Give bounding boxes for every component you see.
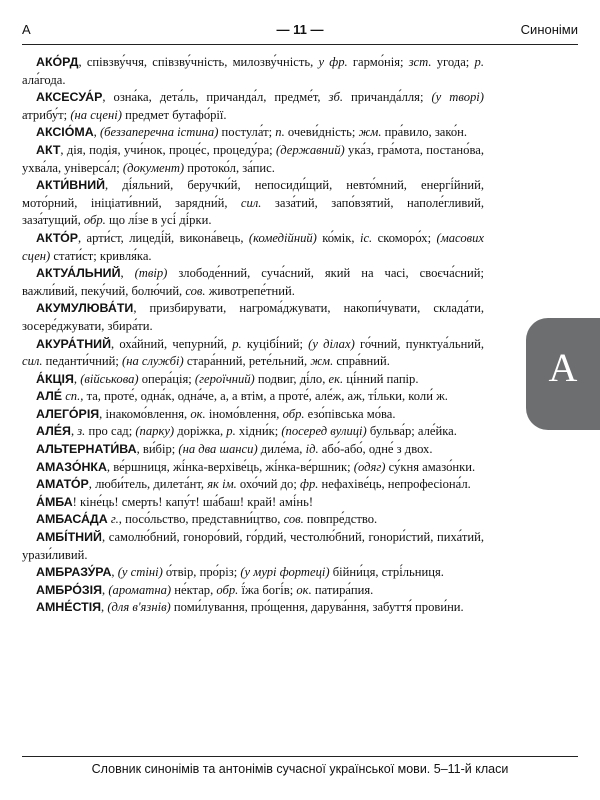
entry-note: (парку): [135, 424, 175, 439]
entry-text: ,: [73, 371, 81, 386]
footer-rule: [22, 756, 578, 757]
entry-note: (посеред вулиці): [281, 424, 367, 439]
dictionary-entry: [22, 336, 484, 371]
entry-note: ек.: [328, 371, 344, 386]
dictionary-entry: [22, 177, 484, 230]
entry-text: животрепе́тний.: [205, 283, 295, 298]
entry-text: ,: [93, 125, 100, 140]
dictionary-entry: [22, 459, 484, 477]
entry-note: обр.: [282, 406, 305, 421]
entry-note: (у мурі фортеці): [240, 565, 330, 580]
entry-note: обр.: [83, 213, 106, 228]
entry-note: (на сцені): [70, 107, 122, 122]
entry-note: (військова): [80, 371, 139, 386]
dictionary-entry: [22, 300, 484, 335]
entry-text: , ді́яльний, беручки́й, непосиди́щий, невто́мний, енергі́йний, мото́рний, ініціати́вний, зарядни́й,: [22, 178, 484, 210]
entry-text: або́-або́, одне́ з двох.: [318, 442, 433, 457]
entry-note: сил.: [22, 354, 43, 369]
entry-note: (для в'язнів): [107, 600, 171, 615]
dictionary-entry: [22, 54, 484, 89]
entry-note: (одяг): [353, 459, 386, 474]
entry-text: скоморо́х;: [372, 230, 437, 245]
entry-text: , арти́ст, лицеді́й, викона́вець,: [77, 230, 249, 245]
entry-text: , дія, подія, учи́нок, проце́с, процеду́ра;: [60, 142, 277, 157]
alphabet-tab-letter: А: [548, 345, 578, 390]
entry-note: (комедійний): [248, 230, 317, 245]
dictionary-entry: [22, 371, 484, 389]
entry-text: , люби́тель, дилета́нт,: [88, 477, 208, 492]
entry-note: п.: [275, 125, 285, 140]
section-title: Синоніми: [520, 22, 578, 37]
entry-note: у фр.: [318, 55, 348, 69]
dictionary-entry: [22, 230, 484, 265]
entry-text: , ве́ршниця, жі́нка-верхіве́ць, жі́нка-ве́ршник;: [106, 459, 354, 474]
entry-note: г.: [110, 512, 119, 527]
entry-headword: АКТУА́ЛЬНИЙ: [36, 266, 121, 281]
entry-note: р.: [232, 336, 242, 351]
entry-text: го́чний, пунктуа́льний,: [354, 336, 484, 351]
dictionary-entry: [22, 89, 484, 124]
entry-note: іс.: [359, 230, 373, 245]
entry-text: хідни́к;: [235, 424, 282, 439]
entry-text: очеви́дність;: [284, 125, 359, 140]
dictionary-entries: [22, 54, 484, 617]
entry-headword: А́КЦІЯ: [36, 371, 74, 386]
entry-text: патира́пия.: [311, 582, 374, 597]
entry-headword: АМАТО́Р: [36, 477, 89, 492]
entry-text: стати́ст; кривля́ка.: [50, 248, 152, 263]
entry-text: , самолю́бний, гоноро́вий, го́рдий, честолю́бний, гонори́стий, пиха́тий, урази́ливий.: [22, 530, 484, 562]
entry-text: ,: [120, 266, 135, 281]
entry-headword: АМАЗО́НКА: [36, 459, 107, 474]
entry-note: сов.: [283, 512, 304, 527]
entry-text: , інакомо́влення,: [99, 406, 191, 421]
header-rule: [22, 44, 578, 45]
dictionary-entry: [22, 511, 484, 529]
entry-text: ука́з, гра́мота, постано́ва, ухва́ла, універса́л;: [22, 142, 484, 175]
entry-text: ,: [111, 565, 118, 580]
entry-note: з.: [77, 424, 86, 439]
dictionary-entry: [22, 388, 484, 406]
entry-note: (беззаперечна істина): [99, 125, 219, 140]
entry-note: (на службі): [122, 354, 184, 369]
entry-text: заза́тий, запо́взятий, наполе́гливий, заза́тущий,: [22, 195, 484, 228]
entry-text: причанда́лля;: [343, 90, 432, 105]
entry-note: ок.: [190, 406, 206, 421]
entry-text: про сад;: [85, 424, 136, 439]
entry-text: спра́вний.: [333, 354, 390, 369]
header-letter: А: [22, 22, 31, 37]
entry-text: , ви́бір;: [136, 442, 179, 457]
entry-headword: АКТО́Р: [36, 230, 78, 245]
entry-text: іномо́влення,: [205, 406, 283, 421]
entry-headword: АЛЕГО́РІЯ: [36, 406, 100, 421]
entry-note: жм.: [358, 125, 382, 140]
entry-text: угода;: [431, 55, 475, 69]
entry-text: ці́нний папір.: [343, 371, 419, 386]
entry-text: злободе́нний, суча́сний, який на часі, своєча́сний; важли́вий, пеку́чий, болю́чий,: [22, 266, 485, 298]
entry-text: опера́ція;: [138, 371, 195, 386]
entry-note: (масових сцен): [22, 230, 484, 263]
dictionary-entry: [22, 124, 484, 142]
entry-text: куцібі́ний;: [241, 336, 309, 351]
entry-note: як ім.: [207, 477, 237, 492]
entry-note: (у ділах): [308, 336, 355, 351]
entry-note: жм.: [310, 354, 334, 369]
entry-text: , озна́ка, дета́ль, причанда́л, предме́т,: [102, 90, 329, 105]
page-header: [22, 22, 578, 40]
entry-note: (у стіні): [117, 565, 163, 580]
entry-headword: АМБРАЗУ́РА: [36, 565, 112, 580]
dictionary-entry: [22, 599, 484, 617]
entry-text: бійни́ця, стрі́льниця.: [329, 565, 444, 580]
entry-headword: АМБІ́ТНИЙ: [36, 530, 102, 545]
entry-text: ,: [102, 582, 109, 597]
entry-text: нефахіве́ць, непрофесіона́л.: [318, 477, 471, 492]
entry-text: су́кня амазо́нки.: [385, 459, 476, 474]
entry-note: фр.: [300, 477, 319, 492]
entry-note: (героїчний): [194, 371, 255, 386]
dictionary-entry: [22, 564, 484, 582]
entry-text: бульва́р; але́йка.: [366, 424, 457, 439]
dictionary-entry: [22, 406, 484, 424]
entry-headword: АМБАСА́ДА: [36, 512, 108, 527]
entry-text: диле́ма,: [257, 442, 306, 457]
entry-text: ,: [101, 600, 108, 615]
entry-text: езо́півська мо́ва.: [304, 406, 396, 421]
entry-text: ! кіне́ць! смерть! капу́т! ша́баш! край! амі́нь!: [72, 494, 314, 509]
entry-note: зст.: [408, 55, 432, 69]
entry-text: , співзву́ччя, співзву́чність, милозву́чність,: [78, 55, 319, 69]
entry-text: стара́нний, рете́льний,: [183, 354, 311, 369]
dictionary-entry: [22, 142, 484, 177]
entry-headword: АКСЕСУА́Р: [36, 90, 103, 105]
dictionary-entry: [22, 494, 484, 512]
entry-note: р.: [474, 55, 484, 69]
entry-note: ід.: [305, 442, 319, 457]
entry-headword: А́МБА: [36, 494, 73, 509]
entry-headword: АКУМУЛЮВА́ТИ: [36, 301, 134, 316]
entry-headword: АКТ: [36, 142, 61, 157]
entry-text: ї́жа богі́в;: [238, 582, 297, 597]
entry-text: протоко́л, за́пис.: [184, 160, 275, 175]
entry-text: пра́вило, зако́н.: [381, 125, 468, 140]
dictionary-entry: [22, 582, 484, 600]
entry-text: поми́лування, про́щення, дарува́ння, забуття́ прови́ни.: [170, 600, 464, 615]
entry-text: о́твір, про́різ;: [162, 565, 241, 580]
dictionary-entry: [22, 423, 484, 441]
entry-headword: АКСІО́МА: [36, 125, 94, 140]
entry-note: зб.: [328, 90, 343, 105]
entry-text: , оха́йний, чепурни́й,: [110, 336, 233, 351]
entry-note: ок.: [296, 582, 312, 597]
entry-note: (твір): [134, 266, 168, 281]
entry-text: повпре́дство.: [303, 512, 378, 527]
entry-text: предмет бутафо́рії.: [121, 107, 227, 122]
entry-headword: АКТИ́ВНИЙ: [36, 178, 106, 193]
entry-text: ,: [70, 424, 78, 439]
entry-note: р.: [226, 424, 236, 439]
alphabet-tab: [526, 318, 600, 430]
entry-text: доріжка,: [174, 424, 227, 439]
entry-note: сил.: [240, 195, 262, 210]
entry-note: (на два шанси): [178, 442, 258, 457]
entry-text: , посо́льство, представни́цтво,: [118, 512, 284, 527]
entry-note: (ароматна): [108, 582, 172, 597]
entry-text: атрибу́т;: [22, 107, 71, 122]
entry-note: (у творі): [431, 90, 484, 105]
entry-text: що лі́зе в усі́ ді́рки.: [105, 213, 212, 228]
entry-note: обр.: [216, 582, 239, 597]
entry-note: (документ): [122, 160, 185, 175]
entry-headword: АМНЕ́СТІЯ: [36, 600, 102, 615]
entry-headword: АЛЕ́Я: [36, 424, 71, 439]
entry-headword: АКУРА́ТНИЙ: [36, 336, 111, 351]
dictionary-entry: [22, 441, 484, 459]
entry-note: сп.: [65, 389, 81, 404]
entry-text: педанти́чний;: [42, 354, 123, 369]
entry-text: ко́мік,: [316, 230, 360, 245]
page-footer: Словник синонімів та антонімів сучасної української мови. 5–11-й класи: [91, 762, 509, 776]
entry-note: (державний): [276, 142, 345, 157]
entry-text: , та, проте́, одна́к, одна́че, а, а втім, а проте́, але́ж, аж, ті́льки, коли́ ж.: [80, 389, 448, 404]
entry-text: подвиг, ді́ло,: [254, 371, 329, 386]
entry-headword: АЛЕ́: [36, 389, 63, 404]
entry-text: постула́т;: [218, 125, 276, 140]
entry-headword: АЛЬТЕРНАТИ́ВА: [36, 442, 137, 457]
entry-headword: АКО́РД: [36, 55, 79, 69]
entry-text: охо́чий до;: [236, 477, 300, 492]
entry-text: гармо́нія;: [347, 55, 409, 69]
dictionary-entry: [22, 476, 484, 494]
entry-headword: АМБРО́ЗІЯ: [36, 582, 103, 597]
page-number: — 11 —: [276, 22, 324, 37]
entry-note: сов.: [185, 283, 206, 298]
dictionary-entry: [22, 265, 484, 300]
entry-text: , призбирувати, нагрома́джувати, накопи́чувати, склада́ти, зосере́джувати, збира́ти.: [22, 301, 484, 333]
dictionary-entry: [22, 529, 484, 564]
entry-text: не́ктар,: [171, 582, 217, 597]
entry-text: ала́года.: [22, 72, 66, 87]
